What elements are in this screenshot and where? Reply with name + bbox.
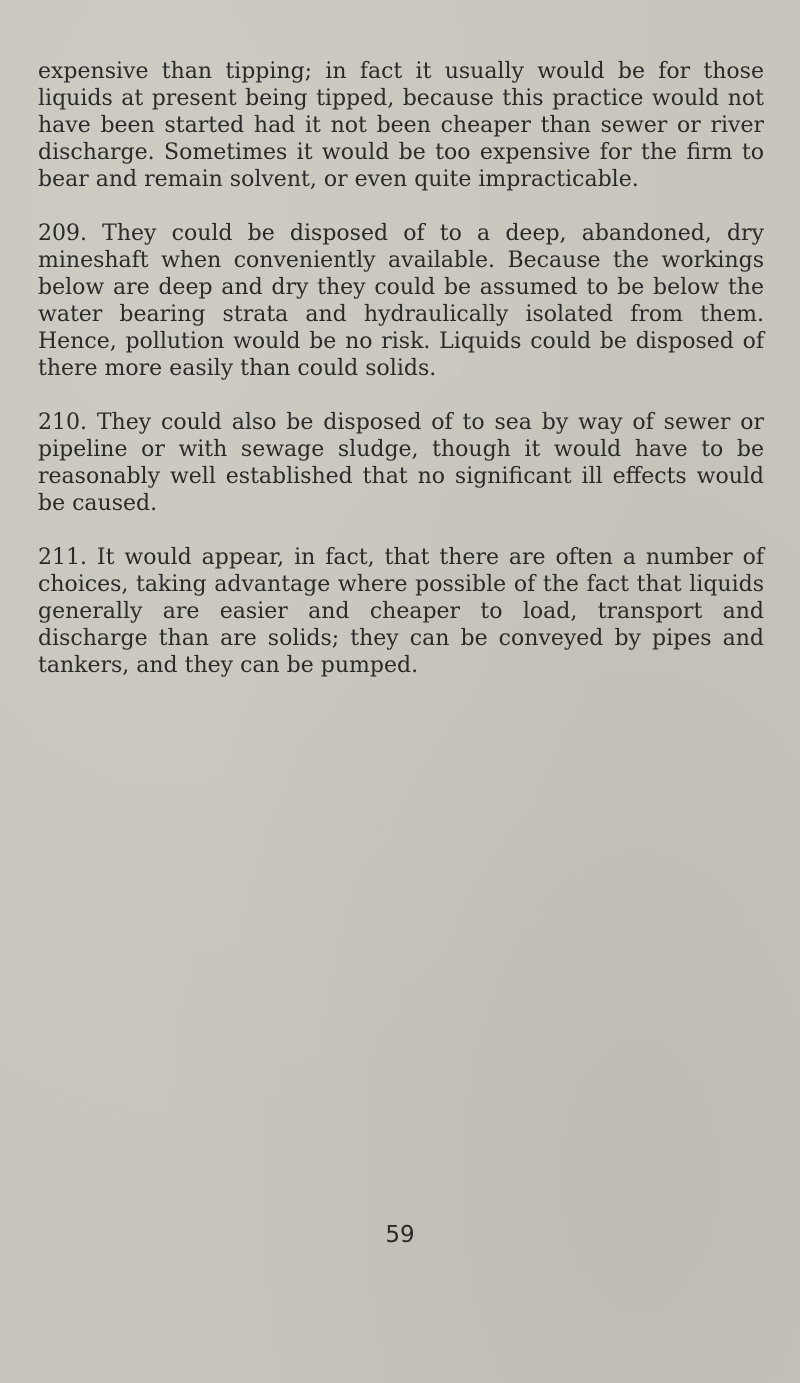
paragraph-211: 211. It would appear, in fact, that there are often a number of choices, taking advantage where possible of the fact that liquids generally are easier and cheaper to load, transport and discharge than are solids; they can be conveyed by pipes and tankers, and they can be pumped. bbox=[38, 545, 764, 678]
paragraph-210: 210. They could also be disposed of to sea by way of sewer or pipeline or with sewage sludge, though it would have to be reasonably well established that no significant ill effects would be caused. bbox=[38, 410, 764, 516]
paragraph-209: 209. They could be disposed of to a deep, abandoned, dry mineshaft when conveniently available. Because the workings below are deep and dry they could be assumed to be below the water bearing strata and hydraulically isolated from them. Hence, pollution would be no risk. Liquids could be disposed of there more easily than could solids. bbox=[38, 221, 764, 381]
page-number: 59 bbox=[385, 1222, 415, 1248]
paragraph-continuation: expensive than tipping; in fact it usually would be for those liquids at present being tipped, because this practice would not have been started had it not been cheaper than sewer or river discharge. Sometimes it would be too expensive for the firm to bear and remain solvent, or even quite impracticable. bbox=[38, 59, 764, 192]
body-text bbox=[38, 58, 764, 706]
